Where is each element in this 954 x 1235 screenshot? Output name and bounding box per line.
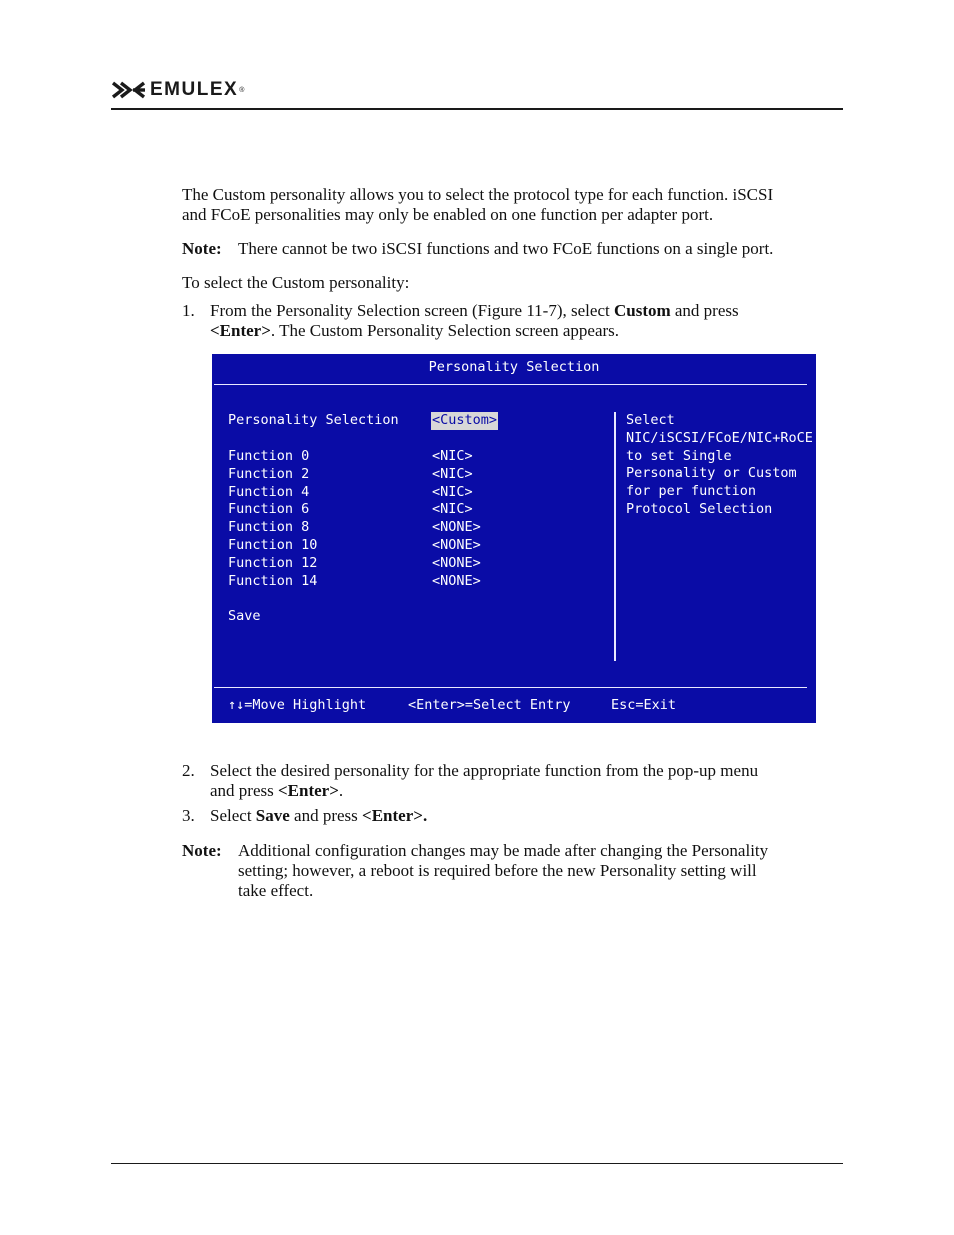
save-option[interactable]: Save — [228, 608, 261, 624]
note-line: take effect. — [238, 881, 314, 900]
note-label: Note: — [182, 239, 222, 258]
help-divider — [614, 412, 616, 661]
help-line: Protocol Selection — [626, 500, 773, 517]
function-label: Function 14 — [228, 573, 318, 589]
function-value[interactable]: <NIC> — [432, 448, 473, 464]
help-line: Personality or Custom — [626, 465, 797, 482]
function-value[interactable]: <NONE> — [432, 573, 481, 589]
screen-title: Personality Selection — [428, 359, 600, 375]
intro-paragraph — [182, 185, 844, 225]
trademark: ® — [239, 86, 245, 94]
intro-line: and FCoE personalities may only be enabled on one function per adapter port. — [182, 205, 714, 224]
function-label: Function 0 — [228, 448, 310, 464]
step-text: Select the desired personality for the appropriate function from the pop-up menu — [210, 761, 759, 780]
footer-exit-hint: Esc=Exit — [611, 697, 677, 713]
footer-rule — [111, 1163, 843, 1164]
personality-selection-screen — [212, 354, 816, 723]
function-label: Function 10 — [228, 537, 318, 553]
note-label: Note: — [182, 841, 222, 860]
step-text: and press — [210, 781, 278, 800]
divider — [214, 384, 807, 385]
help-panel — [626, 412, 811, 519]
function-value[interactable]: <NONE> — [432, 519, 481, 535]
step-text: and press — [670, 301, 739, 320]
personality-selection-value[interactable]: <Custom> — [432, 412, 498, 428]
step-text: Select — [210, 806, 256, 825]
step-text: and press — [289, 806, 363, 825]
step-3-text — [210, 806, 840, 826]
step-bold: <Enter>. — [362, 806, 428, 825]
help-line: to set Single — [626, 447, 732, 464]
step-1-text — [210, 301, 840, 341]
function-value[interactable]: <NIC> — [432, 484, 473, 500]
help-line: for per function — [626, 483, 757, 500]
step-text: From the Personality Selection screen (Figure 11-7), select — [210, 301, 614, 320]
step-text: . The Custom Personality Selection screen appears. — [270, 321, 620, 340]
help-line: Select — [626, 412, 675, 428]
step-number: 2. — [182, 761, 195, 780]
emulex-logo-icon — [111, 80, 147, 100]
intro-line: The Custom personality allows you to select the protocol type for each function. iSCSI — [182, 185, 774, 204]
brand-name: EMULEX — [150, 79, 239, 100]
step-text: . — [338, 781, 344, 800]
step-2-text — [210, 761, 840, 801]
function-value[interactable]: <NIC> — [432, 466, 473, 482]
step-bold: <Enter> — [210, 321, 271, 340]
lead-in: To select the Custom personality: — [182, 273, 410, 292]
function-label: Function 4 — [228, 484, 310, 500]
function-value[interactable]: <NIC> — [432, 501, 473, 517]
step-number: 3. — [182, 806, 195, 825]
function-label: Function 6 — [228, 501, 310, 517]
step-bold: Custom — [613, 301, 671, 320]
step-number: 1. — [182, 301, 195, 320]
function-value[interactable]: <NONE> — [432, 537, 481, 553]
function-label: Function 8 — [228, 519, 310, 535]
footer-select-hint: <Enter>=Select Entry — [408, 697, 571, 713]
help-line: NIC/iSCSI/FCoE/NIC+RoCE — [626, 429, 813, 446]
function-label: Function 12 — [228, 555, 318, 571]
note-text — [238, 841, 838, 901]
footer-move-hint: ↑↓=Move Highlight — [228, 697, 367, 713]
personality-selection-label: Personality Selection — [228, 412, 399, 428]
divider — [214, 687, 807, 688]
note-line: setting; however, a reboot is required before the new Personality setting will — [238, 861, 757, 880]
step-bold: Save — [255, 806, 290, 825]
header-rule — [111, 108, 843, 110]
function-label: Function 2 — [228, 466, 310, 482]
note-text: There cannot be two iSCSI functions and two FCoE functions on a single port. — [238, 239, 774, 258]
note-line: Additional configuration changes may be made after changing the Personality — [238, 841, 769, 860]
step-bold: <Enter> — [277, 781, 339, 800]
header-logo — [111, 78, 244, 102]
function-value[interactable]: <NONE> — [432, 555, 481, 571]
